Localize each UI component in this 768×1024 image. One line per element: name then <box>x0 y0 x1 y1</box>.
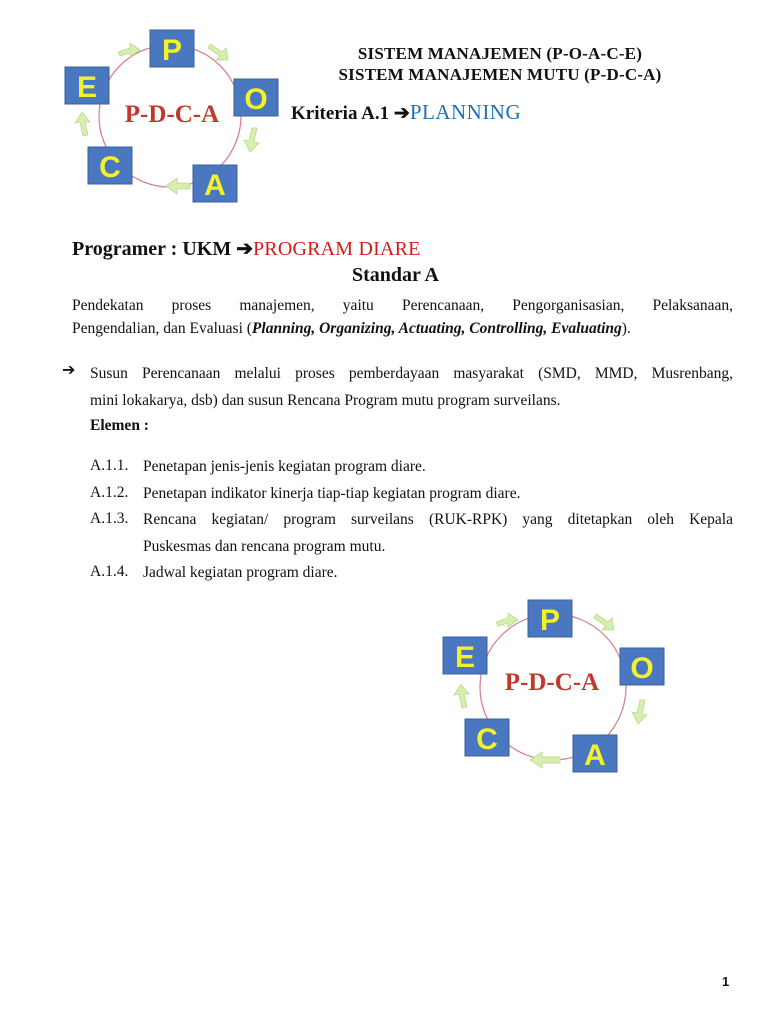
intro-line2-prefix: Pengendalian, dan Evaluasi ( <box>72 320 252 337</box>
arrow-right-icon: ➔ <box>393 103 410 124</box>
letter-box-a <box>573 735 617 772</box>
svg-text:E: E <box>76 71 98 104</box>
elemen-code: A.1.1. <box>90 457 129 474</box>
svg-text:P: P <box>161 34 183 67</box>
elemen-text-continued: Puskesmas dan rencana program mutu. <box>143 538 386 555</box>
programer-heading <box>72 236 421 261</box>
programer-label: Programer : UKM <box>72 238 237 260</box>
svg-text:A: A <box>204 169 226 202</box>
svg-text:A: A <box>584 739 606 772</box>
svg-text:O: O <box>244 83 268 116</box>
kriteria-heading <box>291 100 521 125</box>
letter-box-o <box>620 648 664 685</box>
letter-box-e <box>65 67 109 104</box>
elemen-code: A.1.2. <box>90 484 129 501</box>
cycle-arrow <box>530 752 560 768</box>
kriteria-label: Kriteria A.1 <box>291 103 390 124</box>
svg-text:C: C <box>99 151 121 184</box>
elemen-text: Penetapan jenis-jenis kegiatan program diare. <box>143 458 426 475</box>
programer-value: PROGRAM DIARE <box>252 238 421 260</box>
letter-box-c <box>88 147 132 184</box>
svg-text:C: C <box>476 723 498 756</box>
cycle-arrow <box>166 178 190 194</box>
document-title-line2: SISTEM MANAJEMEN MUTU (P-D-C-A) <box>338 65 662 84</box>
svg-text:E: E <box>454 641 476 674</box>
letter-box-c <box>465 719 509 756</box>
document-title-line1: SISTEM MANAJEMEN (P-O-A-C-E) <box>357 44 643 63</box>
cycle-arrow <box>594 614 614 630</box>
letter-box-p <box>528 600 572 637</box>
pdca-center-label: P-D-C-A <box>124 101 220 128</box>
pdca-cycle-diagram-bottom <box>438 596 668 778</box>
letter-box-e <box>443 637 487 674</box>
pdca-cycle-diagram-top <box>60 26 280 206</box>
letter-box-p <box>150 30 194 67</box>
kriteria-value: PLANNING <box>409 100 522 124</box>
svg-text:O: O <box>630 652 654 685</box>
elemen-code: A.1.4. <box>90 563 129 580</box>
standar-heading: Standar A <box>352 264 439 286</box>
letter-box-a <box>193 165 237 202</box>
intro-paragraph-line1: Pendekatan proses manajemen, yaitu Perencanaan, Pengorganisasian, Pelaksanaan, <box>72 297 733 314</box>
pdca-center-label: P-D-C-A <box>504 669 600 696</box>
intro-paragraph-line2 <box>72 317 733 341</box>
page-number: 1 <box>722 974 730 989</box>
intro-line2-suffix: ). <box>621 320 631 337</box>
elemen-code: A.1.3. <box>90 510 129 527</box>
intro-line2-italic: Planning, Organizing, Actuating, Controlling, Evaluating <box>251 320 622 337</box>
arrow-right-icon: ➔ <box>236 238 253 260</box>
bullet-line2: mini lokakarya, dsb) dan susun Rencana Program mutu program surveilans. <box>90 392 561 409</box>
elemen-heading: Elemen : <box>90 417 149 434</box>
bullet-line1: Susun Perencanaan melalui proses pemberdayaan masyarakat (SMD, MMD, Musrenbang, <box>90 365 733 382</box>
cycle-arrow <box>454 684 469 708</box>
elemen-text: Rencana kegiatan/ program surveilans (RUK-RPK) yang ditetapkan oleh Kepala <box>143 511 733 528</box>
cycle-arrow <box>632 700 647 724</box>
elemen-text: Penetapan indikator kinerja tiap-tiap kegiatan program diare. <box>143 485 521 502</box>
cycle-arrow <box>75 112 90 136</box>
svg-text:P: P <box>539 604 561 637</box>
letter-box-o <box>234 79 278 116</box>
elemen-text: Jadwal kegiatan program diare. <box>143 564 338 581</box>
arrow-bullet-icon: ➔ <box>62 362 76 379</box>
cycle-arrow <box>244 128 259 152</box>
cycle-arrow <box>118 43 140 57</box>
